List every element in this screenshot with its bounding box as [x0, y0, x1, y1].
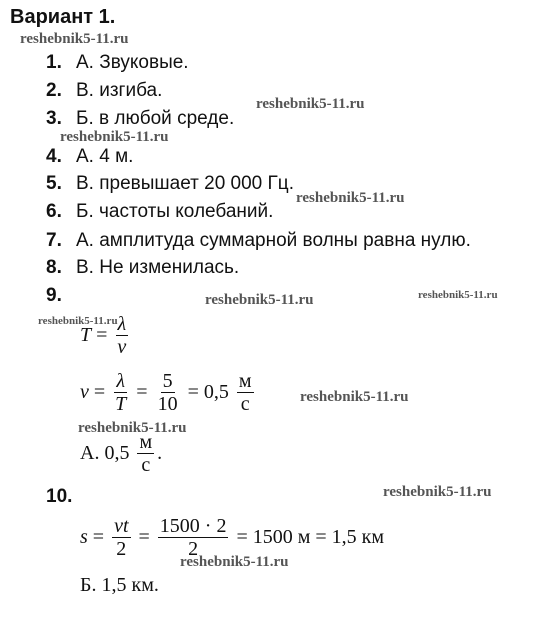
answer-item: 7. А. амплитуда суммарной волны равна нулю. — [46, 230, 471, 251]
watermark: reshebnik5-11.ru — [418, 289, 498, 301]
unit-fraction: $\frac{м}{с}$ — [139, 431, 153, 476]
answer-item: 5. В. превышает 20 000 Гц. — [46, 173, 294, 194]
task-9-answer: А. 0,5 $\frac{м}{с}$ . — [80, 431, 163, 476]
watermark: reshebnik5-11.ru — [38, 315, 118, 327]
watermark: reshebnik5-11.ru — [256, 96, 365, 112]
answer-item: 8. В. Не изменилась. — [46, 257, 240, 278]
fraction: $\frac{5}{10}$ — [157, 370, 178, 415]
answer-item: 6. Б. частоты колебаний. — [46, 201, 274, 222]
page-title: Вариант 1. — [10, 6, 116, 28]
task-10-number: 10. — [46, 486, 73, 507]
watermark: reshebnik5-11.ru — [383, 484, 492, 500]
watermark: reshebnik5-11.ru — [300, 389, 409, 405]
task-9-formula-speed: v = $\frac{\lambda}{T}$ = $\frac{5}{10}$ = 0,5 $\frac{м}{с}$ — [80, 370, 252, 415]
task-9-formula-period: T = $\frac{\lambda}{v}$ — [80, 313, 127, 358]
task-10-formula: s = $\frac{vt}{2}$ = $\frac{1500 \cdot 2}{2}$ = 1500 м = 1,5 км — [80, 515, 385, 560]
watermark: reshebnik5-11.ru — [296, 190, 405, 206]
watermark: reshebnik5-11.ru — [180, 554, 289, 570]
watermark: reshebnik5-11.ru — [60, 129, 169, 145]
answer-item: 4. А. 4 м. — [46, 146, 134, 167]
answer-item: 2. В. изгиба. — [46, 80, 163, 101]
unit-fraction: $\frac{м}{с}$ — [238, 370, 252, 415]
task-10-answer: Б. 1,5 км. — [80, 574, 159, 596]
watermark: reshebnik5-11.ru — [20, 31, 129, 47]
fraction: $\frac{1500 \cdot 2}{2}$ — [159, 515, 227, 560]
watermark: reshebnik5-11.ru — [205, 292, 314, 308]
fraction: $\frac{\lambda}{T}$ — [115, 370, 127, 415]
answer-item: 1. А. Звуковые. — [46, 52, 189, 73]
fraction: $\frac{vt}{2}$ — [114, 515, 129, 560]
answer-item: 3. Б. в любой среде. — [46, 108, 235, 129]
watermark: reshebnik5-11.ru — [78, 420, 187, 436]
fraction: $\frac{\lambda}{v}$ — [117, 313, 127, 358]
task-9-number: 9. — [46, 285, 62, 306]
